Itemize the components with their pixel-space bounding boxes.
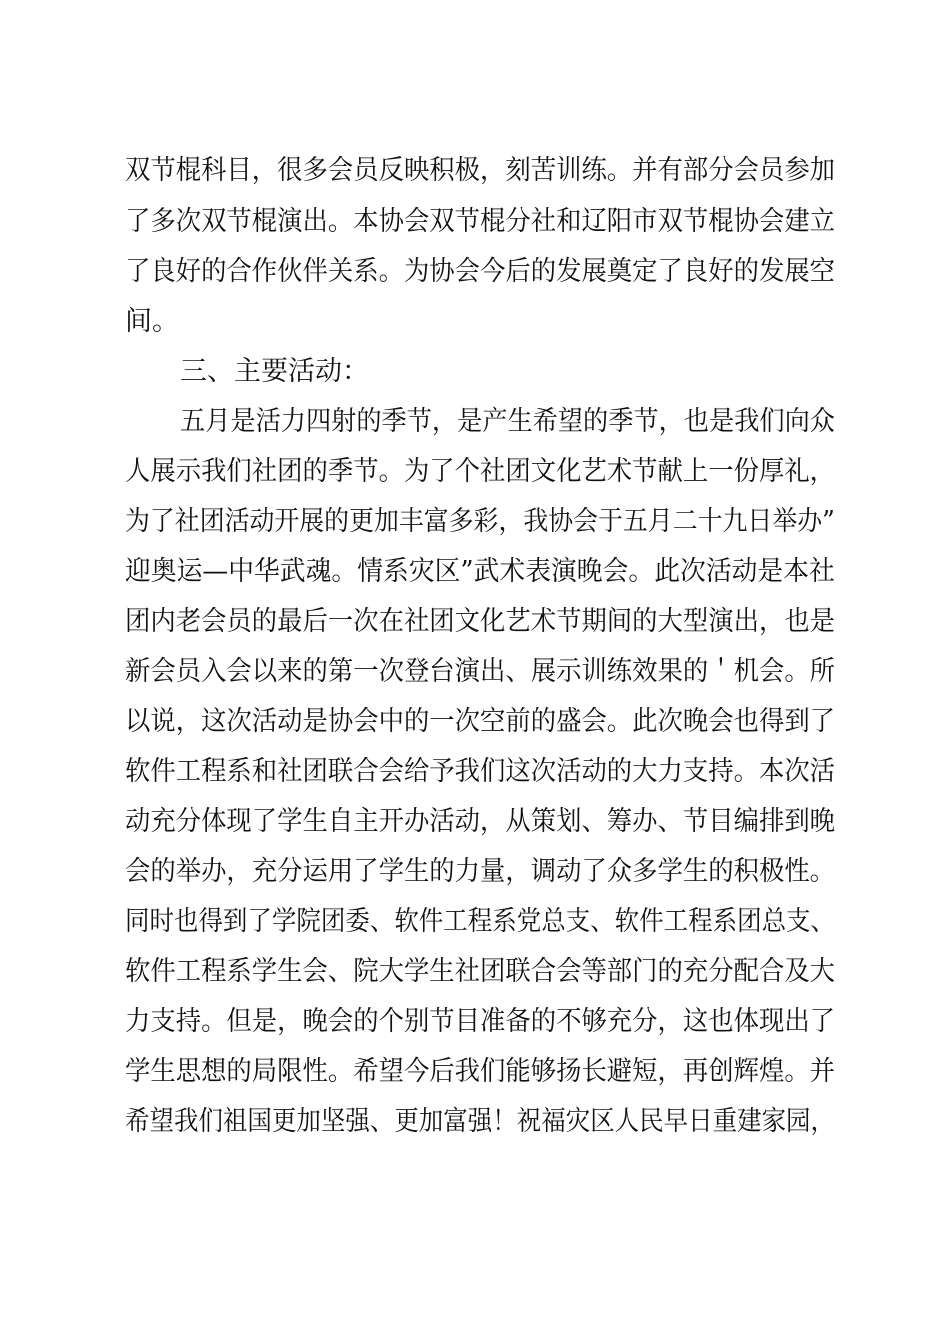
paragraph-1-line-3: 了良好的合作伙伴关系。为协会今后的发展奠定了良好的发展空: [125, 256, 836, 287]
paragraph-1-line-4: 间。: [125, 306, 179, 337]
paragraph-2-line-6: 新会员入会以来的第一次登台演出、展示训练效果的＇机会。所: [125, 656, 836, 687]
paragraph-2-line-11: 同时也得到了学院团委、软件工程系党总支、软件工程系团总支、: [125, 906, 836, 937]
paragraph-2-line-15: 希望我们祖国更加坚强、更加富强！祝福灾区人民早日重建家园，: [125, 1106, 836, 1137]
paragraph-2-line-1: 五月是活力四射的季节，是产生希望的季节，也是我们向众: [180, 406, 835, 437]
paragraph-2-line-12: 软件工程系学生会、院大学生社团联合会等部门的充分配合及大: [125, 956, 836, 987]
paragraph-2-line-7: 以说，这次活动是协会中的一次空前的盛会。此次晚会也得到了: [125, 706, 836, 737]
paragraph-2-line-13: 力支持。但是，晚会的个别节目准备的不够充分，这也体现出了: [125, 1006, 836, 1037]
paragraph-2-line-10: 会的举办，充分运用了学生的力量，调动了众多学生的积极性。: [125, 856, 836, 887]
paragraph-2-line-9: 动充分体现了学生自主开办活动，从策划、筹办、节目编排到晚: [125, 806, 836, 837]
paragraph-2-line-4: 迎奥运—中华武魂。情系灾区”武术表演晚会。此次活动是本社: [125, 556, 835, 587]
paragraph-2-line-8: 软件工程系和社团联合会给予我们这次活动的大力支持。本次活: [125, 756, 836, 787]
paragraph-1-line-1: 双节棍科目，很多会员反映积极，刻苦训练。并有部分会员参加: [125, 155, 836, 186]
paragraph-2-line-14: 学生思想的局限性。希望今后我们能够扬长避短，再创辉煌。并: [125, 1056, 836, 1087]
section-heading: 三、主要活动：: [180, 356, 369, 387]
paragraph-2-line-2: 人展示我们社团的季节。为了个社团文化艺术节献上一份厚礼，: [125, 456, 836, 487]
paragraph-2-line-3: 为了社团活动开展的更加丰富多彩，我协会于五月二十九日举办”: [125, 506, 835, 537]
paragraph-2-line-5: 团内老会员的最后一次在社团文化艺术节期间的大型演出，也是: [125, 606, 836, 637]
paragraph-1-line-2: 了多次双节棍演出。本协会双节棍分社和辽阳市双节棍协会建立: [125, 206, 836, 237]
